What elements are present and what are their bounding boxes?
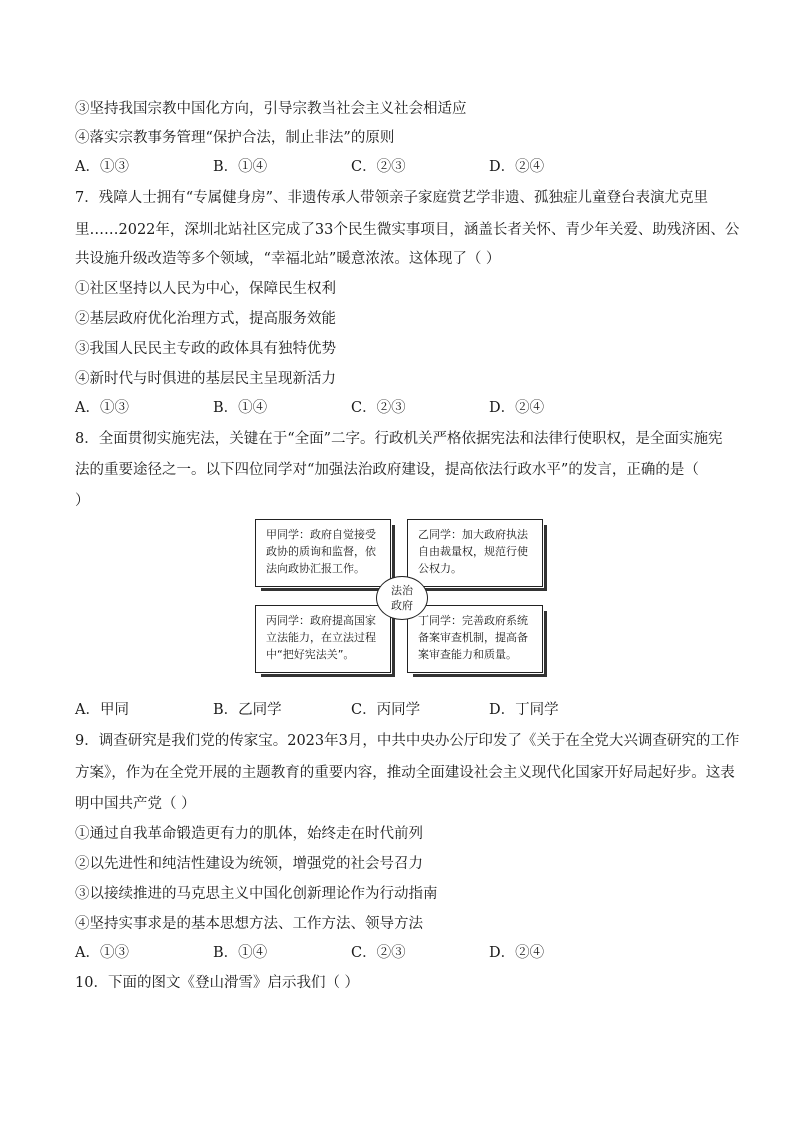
- q8-stem-line-3: ）: [75, 493, 90, 509]
- q7-stem-line-1: 7．残障人士拥有“专属健身房”、非遗传承人带领亲子家庭赏艺学非遗、孤独症儿童登台表演尤克里: [75, 190, 709, 206]
- q9-option-d: D．②④: [489, 945, 545, 961]
- q8-option-d: D．丁同学: [489, 702, 559, 718]
- q8-stem-line-1: 8．全面贯彻实施宪法，关键在于“全面”二字。行政机关严格依据宪法和法律行使职权，是全面实施宪: [75, 431, 723, 447]
- q7-options: [75, 398, 725, 418]
- q8-option-a: A．甲同: [75, 702, 129, 718]
- q7-item-1: ①社区坚持以人民为中心，保障民生权利: [75, 281, 336, 297]
- q9-item-3: ③以接续推进的马克思主义中国化创新理论作为行动指南: [75, 886, 438, 902]
- q9-item-4: ④坚持实事求是的基本思想方法、工作方法、领导方法: [75, 916, 423, 932]
- q7-option-c: C．②③: [351, 400, 406, 416]
- q7-option-d: D．②④: [489, 400, 545, 416]
- q9-option-a: A．①③: [75, 945, 129, 961]
- q6-option-d: D．②④: [489, 159, 545, 175]
- q9-option-c: C．②③: [351, 945, 406, 961]
- q8-box-ding: 丁同学：完善政府系统 备案审查机制，提高备 案审查能力和质量。: [407, 605, 543, 673]
- q7-option-a: A．①③: [75, 400, 129, 416]
- q8-option-b: B．乙同学: [213, 702, 282, 718]
- q10-stem-line-1: 10．下面的图文《登山滑雪》启示我们（ ）: [75, 975, 360, 991]
- q7-item-4: ④新时代与时俱进的基层民主呈现新活力: [75, 371, 336, 387]
- q6-options: [75, 157, 725, 177]
- q8-box-bing: 丙同学：政府提高国家 立法能力，在立法过程 中“把好宪法关”。: [255, 605, 391, 673]
- q9-option-b: B．①④: [213, 945, 268, 961]
- q9-stem-line-2: 方案》，作为在全党开展的主题教育的重要内容，推动全面建设社会主义现代化国家开好局起好步。这表: [75, 765, 735, 781]
- q8-diagram: [255, 519, 545, 677]
- q9-stem-line-1: 9．调查研究是我们党的传家宝。2023年3月，中共中央办公厅印发了《关于在全党大兴调查研究的工作: [75, 733, 740, 749]
- q6-option-a: A．①③: [75, 159, 129, 175]
- q8-stem-line-2: 法的重要途径之一。以下四位同学对“加强法治政府建设，提高依法行政水平”的发言，正确的是（: [75, 462, 699, 478]
- q7-option-b: B．①④: [213, 400, 268, 416]
- q7-item-3: ③我国人民民主专政的政体具有独特优势: [75, 341, 336, 357]
- q6-option-b: B．①④: [213, 159, 268, 175]
- q7-item-2: ②基层政府优化治理方式，提高服务效能: [75, 311, 336, 327]
- q6-item-4: ④落实宗教事务管理“保护合法，制止非法”的原则: [75, 130, 395, 146]
- q9-stem-line-3: 明中国共产党（ ）: [75, 796, 196, 812]
- q6-option-c: C．②③: [351, 159, 406, 175]
- q8-box-yi: 乙同学：加大政府执法 自由裁量权，规范行使 公权力。: [407, 519, 543, 587]
- q8-option-c: C．丙同学: [351, 702, 421, 718]
- q9-item-2: ②以先进性和纯洁性建设为统领，增强党的社会号召力: [75, 856, 423, 872]
- q8-box-jia: 甲同学：政府自觉接受 政协的质询和监督，依 法向政协汇报工作。: [255, 519, 391, 587]
- q9-item-1: ①通过自我革命锻造更有力的肌体，始终走在时代前列: [75, 826, 423, 842]
- q9-options: [75, 943, 725, 963]
- q7-stem-line-3: 共设施升级改造等多个领域，“幸福北站”暖意浓浓。这体现了（ ）: [75, 251, 501, 267]
- q6-item-3: ③坚持我国宗教中国化方向，引导宗教当社会主义社会相适应: [75, 101, 467, 117]
- q8-options: [75, 700, 725, 720]
- q8-center-circle: 法治 政府: [376, 576, 428, 620]
- q7-stem-line-2: 里……2022年，深圳北站社区完成了33个民生微实事项目，涵盖长者关怀、青少年关爱、助残济困、公: [75, 222, 740, 238]
